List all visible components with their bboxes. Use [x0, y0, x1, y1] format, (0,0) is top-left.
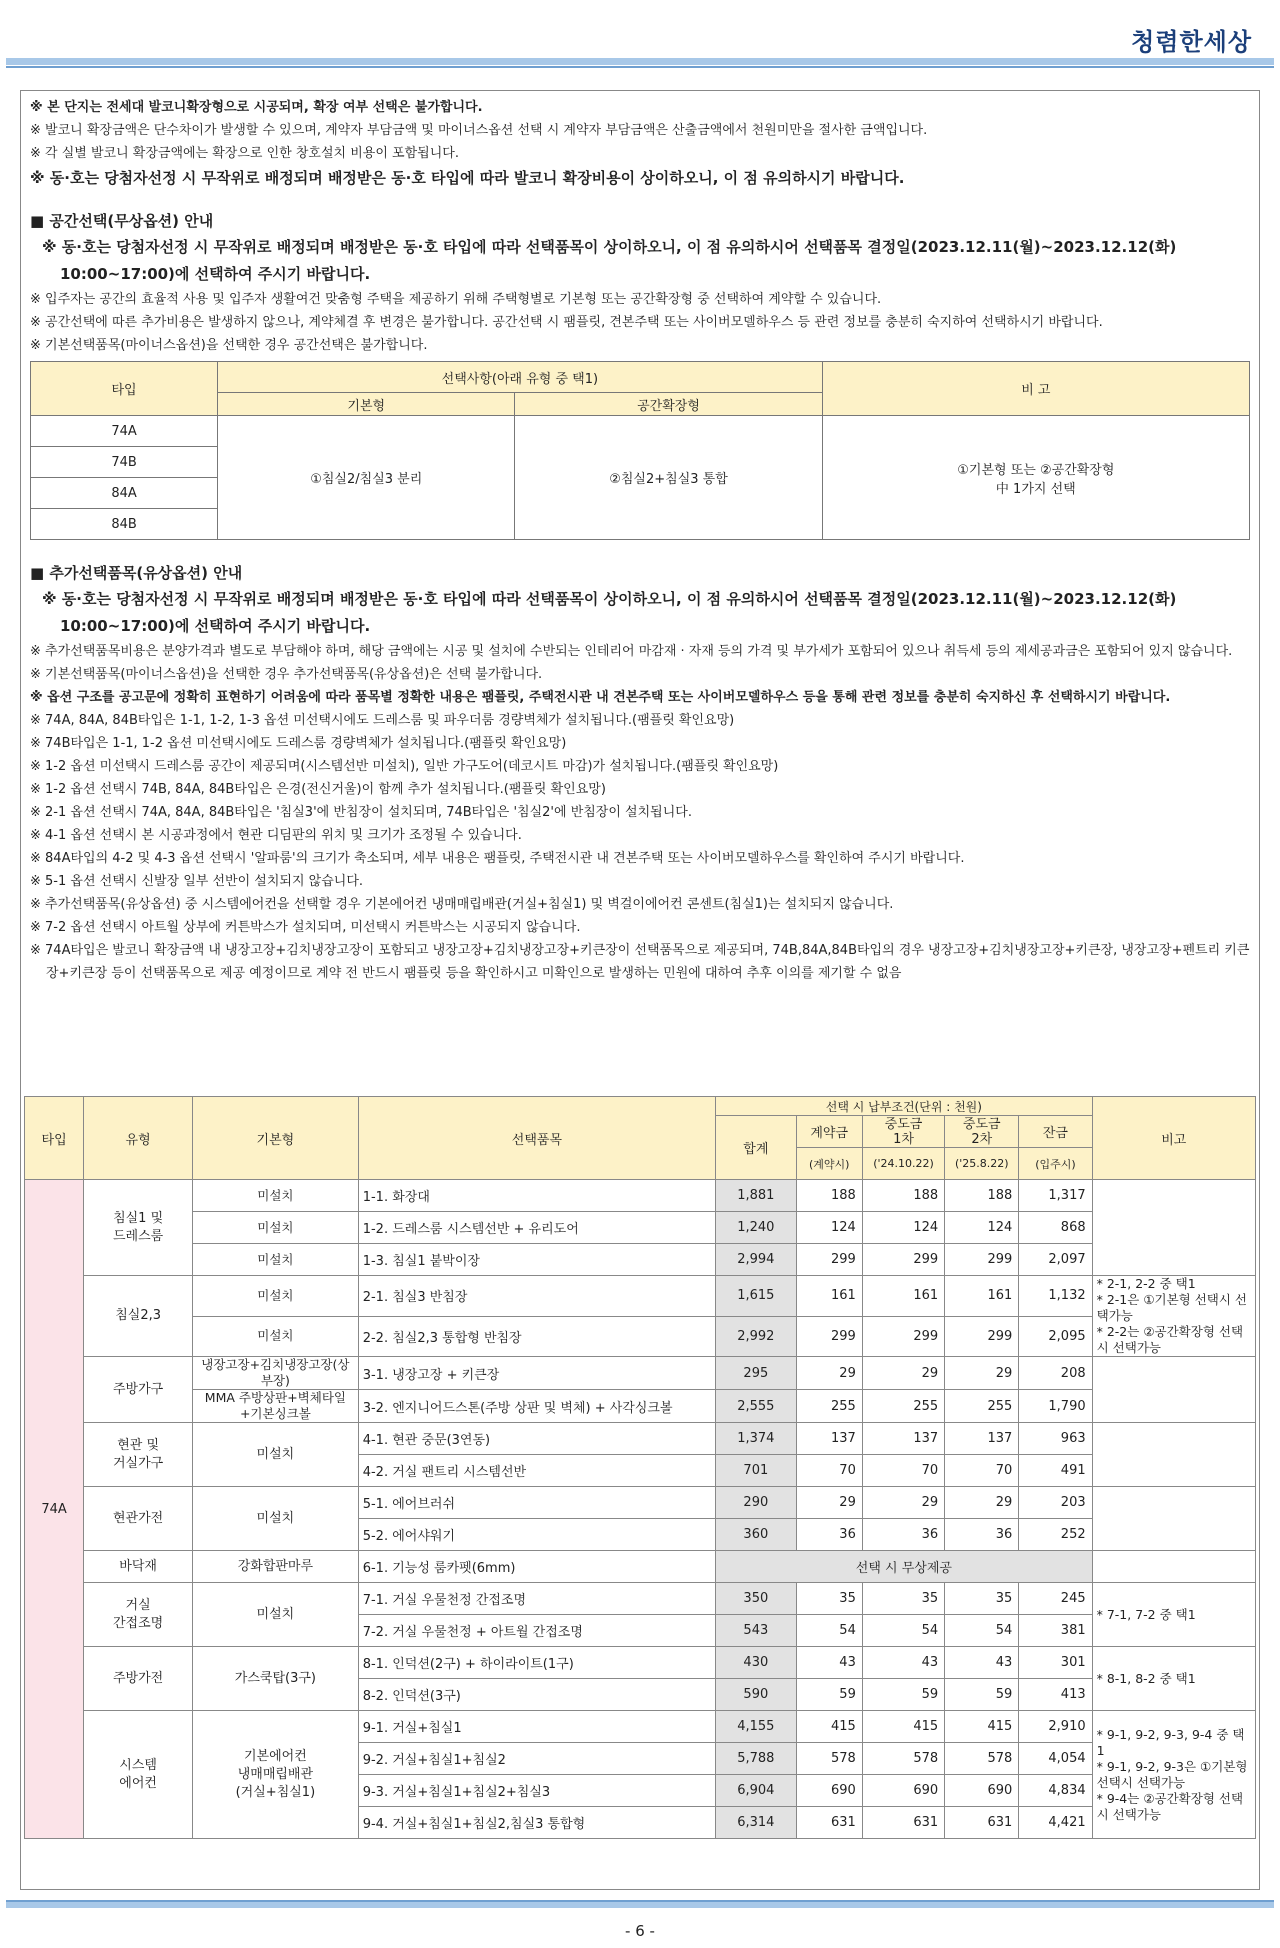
table-row	[25, 1711, 1256, 1743]
t2-mid1: 35	[862, 1583, 944, 1615]
note-line: ※ 1-2 옵션 미선택시 드레스룸 공간이 제공되며(시스템선반 미설치), 일반 가구도어(데코시트 마감)가 설치됩니다.(팸플릿 확인요망)	[30, 759, 779, 774]
t2-mid2: 255	[945, 1390, 1019, 1423]
t2-header-deposit-sub: (계약시)	[796, 1148, 862, 1180]
t2-sum: 350	[716, 1583, 796, 1615]
t2-note	[1092, 1423, 1255, 1487]
t2-balance: 245	[1019, 1583, 1092, 1615]
t2-header-mid1-sub: ('24.10.22)	[862, 1148, 944, 1180]
space-option-table	[30, 361, 1250, 540]
t2-basic: 강화합판마루	[193, 1551, 359, 1583]
t2-item: 2-1. 침실3 반침장	[358, 1276, 715, 1317]
t2-sum: 2,555	[716, 1390, 796, 1423]
t2-mid2: 161	[945, 1276, 1019, 1317]
t2-balance: 491	[1019, 1455, 1092, 1487]
t2-balance: 1,317	[1019, 1180, 1092, 1212]
t2-balance: 413	[1019, 1679, 1092, 1711]
note-line: ※ 74A타입은 발코니 확장금액 내 냉장고장+김치냉장고장이 포함되고 냉장고장+김치냉장고장+키큰장이 선택품목으로 제공되며, 74B,84A,84B타입의 경우 냉장고장+김치냉장고장+키큰장, 냉장고장+펜트리 키큰장+키큰장 등이 선택품목으로 제공 예정이므로 계약 전 반드시 팸플릿 등을 확인하시고 미확인으로 발생하는 민원에 대하여 추후 이의를 제기할 수 없음	[30, 943, 1250, 981]
t1-note: ①기본형 또는 ②공간확장형 中 1가지 선택	[822, 416, 1249, 540]
t1-header-basic: 기본형	[218, 393, 515, 416]
table-row	[25, 1357, 1256, 1390]
t2-header-balance: 잔금	[1019, 1116, 1092, 1148]
table-row	[25, 1276, 1256, 1317]
t2-deposit: 299	[796, 1316, 862, 1357]
t2-deposit: 29	[796, 1357, 862, 1390]
t2-item: 9-4. 거실+침실1+침실2,침실3 통합형	[358, 1807, 715, 1839]
t2-basic: 냉장고장+김치냉장고장(상부장)	[193, 1357, 359, 1390]
note-line: ※ 입주자는 공간의 효율적 사용 및 입주자 생활여건 맞춤형 주택을 제공하기 위해 주택형별로 기본형 또는 공간확장형 중 선택하여 계약할 수 있습니다.	[30, 292, 882, 307]
t2-mid1: 70	[862, 1455, 944, 1487]
t2-balance: 2,910	[1019, 1711, 1092, 1743]
t2-header-kind: 유형	[84, 1097, 193, 1180]
t2-item: 4-2. 거실 팬트리 시스템선반	[358, 1455, 715, 1487]
t2-mid2: 124	[945, 1212, 1019, 1244]
header-bar	[6, 58, 1274, 65]
t1-basic: ①침실2/침실3 분리	[218, 416, 515, 540]
t2-balance: 963	[1019, 1423, 1092, 1455]
t2-kind: 바닥재	[84, 1551, 193, 1583]
t2-deposit: 631	[796, 1807, 862, 1839]
t2-header-mid2: 중도금 2차	[945, 1116, 1019, 1148]
table-row	[25, 1316, 1256, 1357]
t2-deposit: 299	[796, 1244, 862, 1276]
t2-sum: 2,994	[716, 1244, 796, 1276]
t2-deposit: 124	[796, 1212, 862, 1244]
t2-deposit: 70	[796, 1455, 862, 1487]
t2-mid1: 29	[862, 1487, 944, 1519]
t1-header-note: 비 고	[822, 362, 1249, 416]
t2-note: * 2-1, 2-2 중 택1 * 2-1은 ①기본형 선택시 선택가능 * 2-2는 ②공간확장형 선택시 선택가능	[1092, 1276, 1255, 1357]
t2-kind: 주방가구	[84, 1357, 193, 1423]
t2-basic: 미설치	[193, 1423, 359, 1487]
t2-note	[1092, 1487, 1255, 1551]
t1-header-expand: 공간확장형	[515, 393, 822, 416]
note-line: ※ 추가선택품목(유상옵션) 중 시스템에어컨을 선택할 경우 기본에어컨 냉매매립배관(거실+침실1) 및 벽걸이에어컨 콘센트(침실1)는 설치되지 않습니다.	[30, 897, 894, 912]
t2-balance: 868	[1019, 1212, 1092, 1244]
table-row	[25, 1423, 1256, 1455]
t2-type: 74A	[25, 1180, 84, 1839]
t2-mid2: 299	[945, 1244, 1019, 1276]
note-line: ※ 74A, 84A, 84B타입은 1-1, 1-2, 1-3 옵션 미선택시에도 드레스룸 및 파우더룸 경량벽체가 설치됩니다.(팸플릿 확인요망)	[30, 713, 735, 728]
t2-balance: 4,054	[1019, 1743, 1092, 1775]
note-line: ※ 5-1 옵션 선택시 신발장 일부 선반이 설치되지 않습니다.	[30, 874, 364, 889]
t2-item: 1-1. 화장대	[358, 1180, 715, 1212]
t2-balance: 2,097	[1019, 1244, 1092, 1276]
t2-mid2: 690	[945, 1775, 1019, 1807]
t2-mid1: 137	[862, 1423, 944, 1455]
t2-kind: 거실 간접조명	[84, 1583, 193, 1647]
t2-item: 8-2. 인덕션(3구)	[358, 1679, 715, 1711]
t2-item: 2-2. 침실2,3 통합형 반침장	[358, 1316, 715, 1357]
t2-deposit: 188	[796, 1180, 862, 1212]
t2-sum: 360	[716, 1519, 796, 1551]
t2-basic: 미설치	[193, 1487, 359, 1551]
t2-balance: 381	[1019, 1615, 1092, 1647]
t2-item: 5-2. 에어샤워기	[358, 1519, 715, 1551]
t2-balance: 1,132	[1019, 1276, 1092, 1317]
t1-header-type: 타입	[31, 362, 218, 416]
t2-item: 3-2. 엔지니어드스톤(주방 상판 및 벽체) + 사각싱크볼	[358, 1390, 715, 1423]
t2-sum: 290	[716, 1487, 796, 1519]
table-row	[25, 1390, 1256, 1423]
t1-type: 84B	[31, 509, 218, 540]
t2-header-note: 비고	[1092, 1097, 1255, 1180]
t2-header-mid1: 중도금 1차	[862, 1116, 944, 1148]
top-notes	[30, 96, 1250, 192]
t1-header-select: 선택사항(아래 유형 중 택1)	[218, 362, 822, 393]
t2-sum: 590	[716, 1679, 796, 1711]
t2-note: * 9-1, 9-2, 9-3, 9-4 중 택1 * 9-1, 9-2, 9-3은 ①기본형 선택시 선택가능 * 9-4는 ②공간확장형 선택시 선택가능	[1092, 1711, 1255, 1839]
t2-item: 5-1. 에어브러쉬	[358, 1487, 715, 1519]
t2-kind: 현관가전	[84, 1487, 193, 1551]
t2-mid1: 161	[862, 1276, 944, 1317]
t2-mid2: 54	[945, 1615, 1019, 1647]
t2-sum: 1,881	[716, 1180, 796, 1212]
t2-item: 7-2. 거실 우물천정 + 아트월 간접조명	[358, 1615, 715, 1647]
t2-item: 1-3. 침실1 붙박이장	[358, 1244, 715, 1276]
t2-header-mid2-sub: ('25.8.22)	[945, 1148, 1019, 1180]
t2-mid1: 36	[862, 1519, 944, 1551]
note-line: ※ 동·호는 당첨자선정 시 무작위로 배정되며 배정받은 동·호 타입에 따라 발코니 확장비용이 상이하오니, 이 점 유의하시기 바랍니다.	[30, 169, 905, 187]
t2-mid1: 299	[862, 1316, 944, 1357]
t2-sum: 6,904	[716, 1775, 796, 1807]
t2-note	[1092, 1180, 1255, 1276]
t2-mid1: 299	[862, 1244, 944, 1276]
t2-header-balance-sub: (입주시)	[1019, 1148, 1092, 1180]
t2-item: 1-2. 드레스룸 시스템선반 + 유리도어	[358, 1212, 715, 1244]
table-row	[25, 1551, 1256, 1583]
t2-item: 8-1. 인덕션(2구) + 하이라이트(1구)	[358, 1647, 715, 1679]
t2-basic: 미설치	[193, 1212, 359, 1244]
t2-balance: 2,095	[1019, 1316, 1092, 1357]
footer-bar	[6, 1902, 1274, 1908]
note-line: ※ 7-2 옵션 선택시 아트월 상부에 커튼박스가 설치되며, 미선택시 커튼박스는 시공되지 않습니다.	[30, 920, 581, 935]
t2-item: 7-1. 거실 우물천정 간접조명	[358, 1583, 715, 1615]
t2-basic: 기본에어컨 냉매매립배관 (거실+침실1)	[193, 1711, 359, 1839]
t2-header-deposit: 계약금	[796, 1116, 862, 1148]
table-row	[25, 1583, 1256, 1615]
t2-deposit: 54	[796, 1615, 862, 1647]
t2-note	[1092, 1551, 1255, 1583]
t2-sum: 6,314	[716, 1807, 796, 1839]
t2-item: 3-1. 냉장고장 + 키큰장	[358, 1357, 715, 1390]
t2-balance: 252	[1019, 1519, 1092, 1551]
note-line: ※ 기본선택품목(마이너스옵션)을 선택한 경우 추가선택품목(유상옵션)은 선택 불가합니다.	[30, 667, 543, 682]
note-line: ※ 각 실별 발코니 확장금액에는 확장으로 인한 창호설치 비용이 포함됩니다.	[30, 146, 459, 161]
t2-note	[1092, 1357, 1255, 1423]
section1-title: ■ 공간선택(무상옵션) 안내	[30, 212, 214, 230]
t2-basic: 미설치	[193, 1276, 359, 1317]
t2-deposit: 137	[796, 1423, 862, 1455]
t2-deposit: 29	[796, 1487, 862, 1519]
t2-mid1: 415	[862, 1711, 944, 1743]
logo	[1131, 22, 1252, 57]
t2-sum: 1,240	[716, 1212, 796, 1244]
table-row	[25, 1180, 1256, 1212]
t2-sum: 2,992	[716, 1316, 796, 1357]
t2-mid1: 59	[862, 1679, 944, 1711]
t2-header-item: 선택품목	[358, 1097, 715, 1180]
t2-deposit: 578	[796, 1743, 862, 1775]
t2-mid1: 690	[862, 1775, 944, 1807]
t2-kind: 시스템 에어컨	[84, 1711, 193, 1839]
t2-sum: 4,155	[716, 1711, 796, 1743]
t2-mid2: 137	[945, 1423, 1019, 1455]
t2-header-sum: 합계	[716, 1116, 796, 1180]
t2-deposit: 35	[796, 1583, 862, 1615]
t2-mid2: 299	[945, 1316, 1019, 1357]
t2-sum: 1,615	[716, 1276, 796, 1317]
t2-item: 9-3. 거실+침실1+침실2+침실3	[358, 1775, 715, 1807]
t2-mid2: 578	[945, 1743, 1019, 1775]
t2-mid1: 255	[862, 1390, 944, 1423]
t2-mid2: 36	[945, 1519, 1019, 1551]
t2-mid1: 124	[862, 1212, 944, 1244]
section2-title: ■ 추가선택품목(유상옵션) 안내	[30, 564, 243, 582]
t2-kind: 침실1 및 드레스룸	[84, 1180, 193, 1276]
table-row	[25, 1487, 1256, 1519]
t2-deposit: 415	[796, 1711, 862, 1743]
content	[30, 96, 1250, 985]
note-line: ※ 기본선택품목(마이너스옵션)을 선택한 경우 공간선택은 불가합니다.	[30, 338, 428, 353]
t1-expand: ②침실2+침실3 통합	[515, 416, 822, 540]
page-number: - 6 -	[625, 1922, 655, 1940]
t2-sum: 430	[716, 1647, 796, 1679]
t2-item: 6-1. 기능성 룸카펫(6mm)	[358, 1551, 715, 1583]
t2-deposit: 255	[796, 1390, 862, 1423]
t2-basic: 미설치	[193, 1583, 359, 1647]
t2-mid2: 59	[945, 1679, 1019, 1711]
t2-mid2: 43	[945, 1647, 1019, 1679]
t2-deposit: 690	[796, 1775, 862, 1807]
t2-basic: 미설치	[193, 1244, 359, 1276]
t2-header-pay: 선택 시 납부조건(단위 : 천원)	[716, 1097, 1093, 1116]
t2-kind: 침실2,3	[84, 1276, 193, 1357]
t2-mid1: 29	[862, 1357, 944, 1390]
t2-mid2: 631	[945, 1807, 1019, 1839]
t1-type: 74B	[31, 447, 218, 478]
t1-type: 84A	[31, 478, 218, 509]
t2-kind: 현관 및 거실가구	[84, 1423, 193, 1487]
logo-text: 청렴한세상	[1131, 28, 1252, 56]
t2-kind: 주방가전	[84, 1647, 193, 1711]
t2-sum: 295	[716, 1357, 796, 1390]
t2-balance: 4,421	[1019, 1807, 1092, 1839]
t2-balance: 301	[1019, 1647, 1092, 1679]
t2-note: * 7-1, 7-2 중 택1	[1092, 1583, 1255, 1647]
note-line: ※ 동·호는 당첨자선정 시 무작위로 배정되며 배정받은 동·호 타입에 따라 선택품목이 상이하오니, 이 점 유의하시어 선택품목 결정일(2023.12.11(월)~2023.12.12(화) 10:00~17:00)에 선택하여 주시기 바랍니다.	[42, 590, 1177, 635]
t2-item: 9-2. 거실+침실1+침실2	[358, 1743, 715, 1775]
t2-deposit: 59	[796, 1679, 862, 1711]
t2-mid1: 631	[862, 1807, 944, 1839]
t2-item: 4-1. 현관 중문(3연동)	[358, 1423, 715, 1455]
t1-type: 74A	[31, 416, 218, 447]
note-line: ※ 74B타입은 1-1, 1-2 옵션 미선택시에도 드레스룸 경량벽체가 설치됩니다.(팸플릿 확인요망)	[30, 736, 567, 751]
section1-notes	[30, 234, 1250, 357]
t2-sum: 543	[716, 1615, 796, 1647]
t2-mid2: 29	[945, 1487, 1019, 1519]
t2-balance: 208	[1019, 1357, 1092, 1390]
t2-mid1: 578	[862, 1743, 944, 1775]
t2-balance: 1,790	[1019, 1390, 1092, 1423]
t2-free: 선택 시 무상제공	[716, 1551, 1093, 1583]
t2-basic: MMA 주방상판+벽체타일+기본싱크볼	[193, 1390, 359, 1423]
t2-deposit: 161	[796, 1276, 862, 1317]
note-line: ※ 추가선택품목비용은 분양가격과 별도로 부담해야 하며, 해당 금액에는 시공 및 설치에 수반되는 인테리어 마감재 · 자재 등의 가격 및 부가세가 포함되어 있으나 취득세 등의 제세공과금은 포함되어 있지 않습니다.	[30, 644, 1233, 659]
section2-notes	[30, 586, 1250, 985]
table-row	[25, 1212, 1256, 1244]
t2-sum: 701	[716, 1455, 796, 1487]
t2-mid2: 188	[945, 1180, 1019, 1212]
t2-header-type: 타입	[25, 1097, 84, 1180]
t2-deposit: 43	[796, 1647, 862, 1679]
t2-mid2: 415	[945, 1711, 1019, 1743]
note-line: ※ 1-2 옵션 선택시 74B, 84A, 84B타입은 은경(전신거울)이 함께 추가 설치됩니다.(팸플릿 확인요망)	[30, 782, 606, 797]
t2-note: * 8-1, 8-2 중 택1	[1092, 1647, 1255, 1711]
t2-balance: 203	[1019, 1487, 1092, 1519]
t2-balance: 4,834	[1019, 1775, 1092, 1807]
t2-sum: 5,788	[716, 1743, 796, 1775]
t2-mid1: 54	[862, 1615, 944, 1647]
table-row	[25, 1647, 1256, 1679]
t2-item: 9-1. 거실+침실1	[358, 1711, 715, 1743]
t2-mid2: 70	[945, 1455, 1019, 1487]
t2-deposit: 36	[796, 1519, 862, 1551]
note-line: ※ 본 단지는 전세대 발코니확장형으로 시공되며, 확장 여부 선택은 불가합니다.	[30, 100, 483, 115]
table-row	[25, 1244, 1256, 1276]
t2-mid2: 35	[945, 1583, 1019, 1615]
t2-header-basic: 기본형	[193, 1097, 359, 1180]
t2-basic: 미설치	[193, 1316, 359, 1357]
t2-mid1: 43	[862, 1647, 944, 1679]
t2-basic: 가스쿡탑(3구)	[193, 1647, 359, 1711]
note-line: ※ 2-1 옵션 선택시 74A, 84A, 84B타입은 '침실3'에 반침장이 설치되며, 74B타입은 '침실2'에 반침장이 설치됩니다.	[30, 805, 692, 820]
t2-mid2: 29	[945, 1357, 1019, 1390]
note-line: ※ 공간선택에 따른 추가비용은 발생하지 않으나, 계약체결 후 변경은 불가합니다. 공간선택 시 팸플릿, 견본주택 또는 사이버모델하우스 등 관련 정보를 충분히 숙지하여 선택하시기 바랍니다.	[30, 315, 1103, 330]
t2-basic: 미설치	[193, 1180, 359, 1212]
t2-mid1: 188	[862, 1180, 944, 1212]
header-line	[6, 66, 1274, 68]
t2-sum: 1,374	[716, 1423, 796, 1455]
note-line: ※ 동·호는 당첨자선정 시 무작위로 배정되며 배정받은 동·호 타입에 따라 선택품목이 상이하오니, 이 점 유의하시어 선택품목 결정일(2023.12.11(월)~2023.12.12(화) 10:00~17:00)에 선택하여 주시기 바랍니다.	[42, 238, 1177, 283]
note-line: ※ 발코니 확장금액은 단수차이가 발생할 수 있으며, 계약자 부담금액 및 마이너스옵션 선택 시 계약자 부담금액은 산출금액에서 천원미만을 절사한 금액입니다.	[30, 123, 928, 138]
note-line: ※ 84A타입의 4-2 및 4-3 옵션 선택시 '알파룸'의 크기가 축소되며, 세부 내용은 팸플릿, 주택전시관 내 견본주택 또는 사이버모델하우스를 확인하여 주시기 바랍니다.	[30, 851, 965, 866]
paid-option-table	[24, 1096, 1256, 1839]
note-line: ※ 옵션 구조를 공고문에 정확히 표현하기 어려움에 따라 품목별 정확한 내용은 팸플릿, 주택전시관 내 견본주택 또는 사이버모델하우스 등을 통해 관련 정보를 충분히 숙지하신 후 선택하시기 바랍니다.	[30, 690, 1171, 705]
note-line: ※ 4-1 옵션 선택시 본 시공과정에서 현관 디딤판의 위치 및 크기가 조정될 수 있습니다.	[30, 828, 522, 843]
